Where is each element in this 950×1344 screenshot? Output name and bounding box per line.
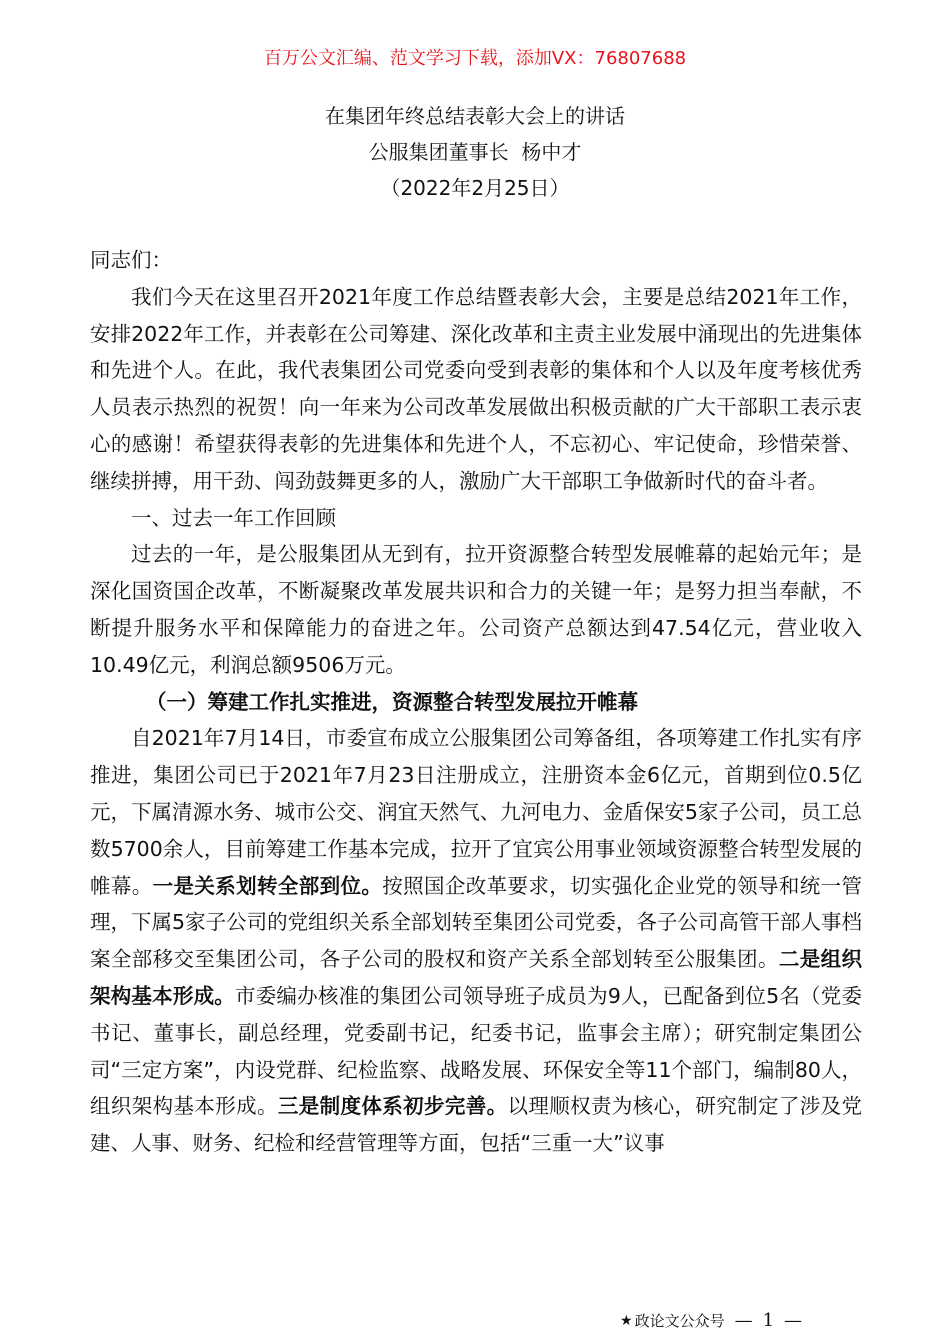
speech-title: 在集团年终总结表彰大会上的讲话 [325, 104, 625, 128]
text-run: 按照国企改革要求，切实强化企业党的领导和统一管理，下属5家子公司的党组织关系全部划转至集团公司党委，各子公司高管干部人事档案全部移交至集团公司，各子公司的股权和资产关系全部划转至公服集团。 [90, 873, 862, 972]
text-run: 市委编办核准的集团公司领导班子成员为9人，已配备到位5名（党委书记、董事长，副总经理，党委副书记，纪委书记，监事会主席）；研究制定集团公司“三定方案”，内设党群、纪检监察、战略发展、环保安全等11个部门，编制80人，组织架构基本形成。 [90, 983, 862, 1119]
subsection-heading-1: （一）筹建工作扎实推进，资源整合转型发展拉开帷幕 [146, 689, 638, 714]
bold-point-1: 一是关系划转全部到位。 [152, 873, 383, 898]
paragraph-construction [90, 720, 862, 1162]
document-header [0, 98, 950, 206]
document-body [90, 242, 862, 1162]
promo-banner: 百万公文汇编、范文学习下载，添加VX：76807688 [263, 48, 687, 69]
greeting: 同志们： [90, 248, 172, 272]
paragraph-review: 过去的一年，是公服集团从无到有，拉开资源整合转型发展帷幕的起始元年；是深化国资国企改革，不断凝聚改革发展共识和合力的关键一年；是努力担当奉献，不断提升服务水平和保障能力的奋进之年。公司资产总额达到47.54亿元，营业收入10.49亿元，利润总额9506万元。 [90, 542, 862, 677]
page-number: 1 [762, 1310, 775, 1331]
star-icon: ★ [620, 1313, 633, 1329]
footer-dash-left: — [734, 1310, 753, 1331]
text-run: 自2021年7月14日，市委宣布成立公服集团公司筹备组，各项筹建工作扎实有序推进，集团公司已于2021年7月23日注册成立，注册资本金6亿元，首期到位0.5亿元，下属清源水务、城市公交、润宜天然气、九河电力、金盾保安5家子公司，员工总数5700余人，目前筹建工作基本完成，拉开了宜宾公用事业领域资源整合转型发展的帷幕。 [90, 726, 862, 898]
speaker-line: 公服集团董事长 杨中才 [368, 140, 582, 164]
section-heading-1: 一、过去一年工作回顾 [131, 505, 336, 530]
bold-point-3: 三是制度体系初步完善。 [277, 1094, 508, 1119]
page-footer [620, 1310, 880, 1332]
footer-dash-right: — [784, 1310, 803, 1331]
footer-label: 政论文公众号 [634, 1312, 725, 1330]
speech-date: （2022年2月25日） [380, 176, 570, 200]
text-run: 以理顺权责为核心，研究制定了涉及党建、人事、财务、纪检和经营管理等方面，包括“三重一大”议事 [90, 1094, 862, 1156]
bold-point-2: 二是组织架构基本形成。 [90, 947, 862, 1008]
paragraph-intro: 我们今天在这里召开2021年度工作总结暨表彰大会，主要是总结2021年工作，安排2022年工作，并表彰在公司筹建、深化改革和主责主业发展中涌现出的先进集体和先进个人。在此，我代表集团公司党委向受到表彰的集体和个人以及年度考核优秀人员表示热烈的祝贺！向一年来为公司改革发展做出积极贡献的广大干部职工表示衷心的感谢！希望获得表彰的先进集体和先进个人，不忘初心、牢记使命，珍惜荣誉、继续拼搏，用干劲、闯劲鼓舞更多的人，激励广大干部职工争做新时代的奋斗者。 [90, 284, 862, 493]
